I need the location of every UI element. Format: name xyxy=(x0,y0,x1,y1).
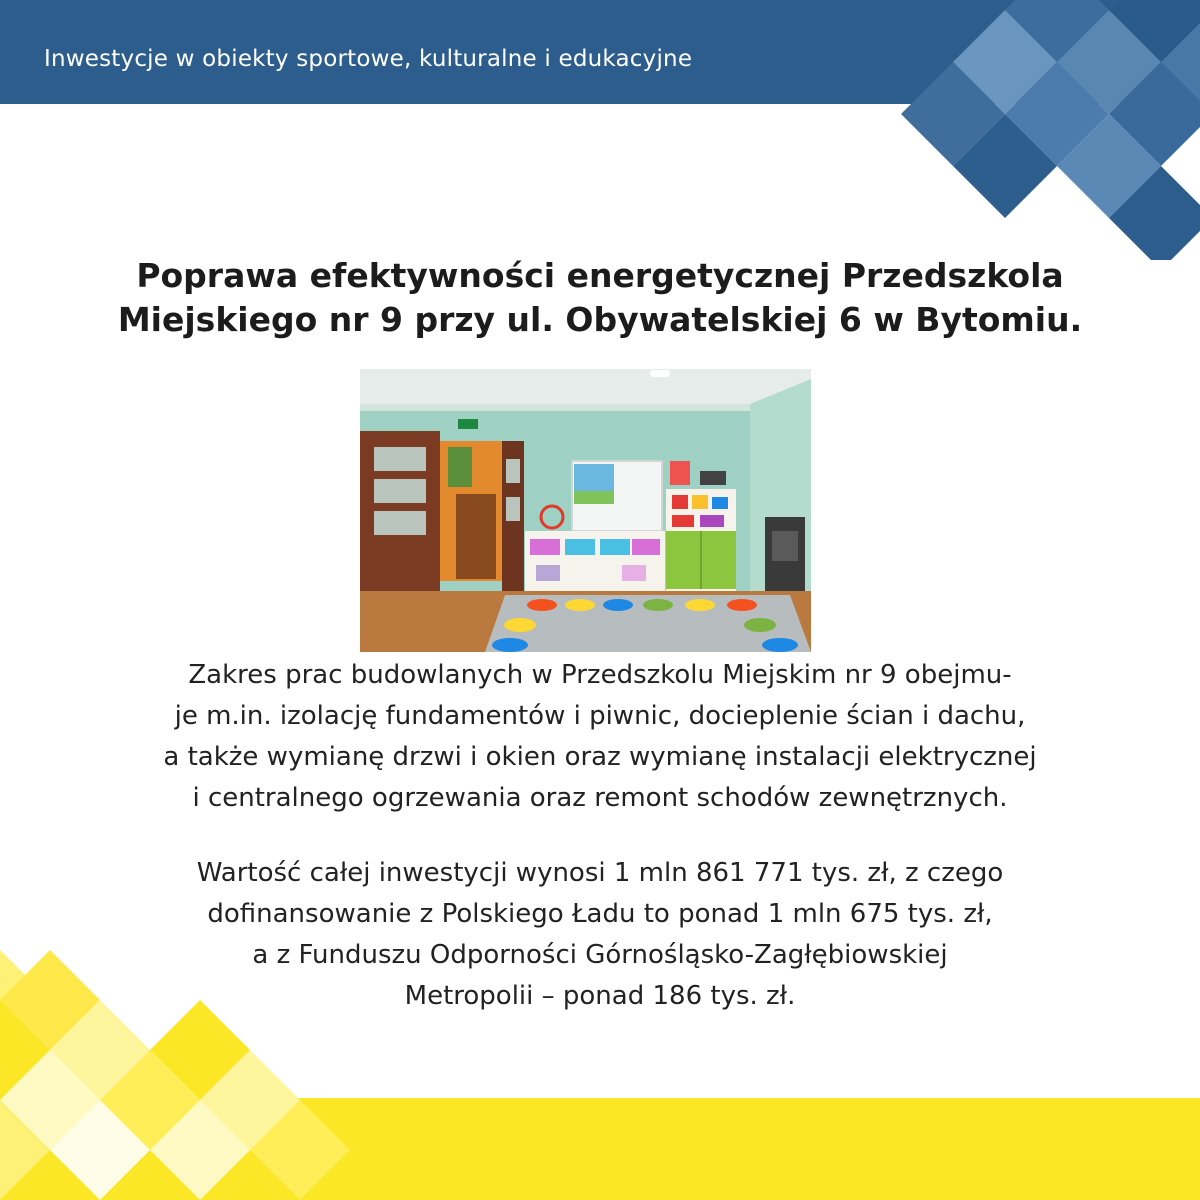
paragraph-line: a z Funduszu Odporności Górnośląsko-Zagłębiowskiej xyxy=(252,940,948,970)
title-line: Poprawa efektywności energetycznej Przedszkola xyxy=(136,256,1064,295)
paragraph-line: je m.in. izolację fundamentów i piwnic, docieplenie ścian i dachu, xyxy=(174,701,1026,731)
paragraph-line: a także wymianę drzwi i okien oraz wymianę instalacji elektrycznej xyxy=(163,742,1037,772)
paragraph-line: Wartość całej inwestycji wynosi 1 mln 861 771 tys. zł, z czego xyxy=(196,858,1004,888)
paragraph-line: Metropolii – ponad 186 tys. zł. xyxy=(404,981,796,1011)
paragraph-line: dofinansowanie z Polskiego Ładu to ponad 1 mln 675 tys. zł, xyxy=(207,899,993,929)
paragraph-line: Zakres prac budowlanych w Przedszkolu Miejskim nr 9 obejmu- xyxy=(188,660,1012,690)
category-header: Inwestycje w obiekty sportowe, kulturalne i edukacyjne xyxy=(44,46,693,72)
paragraph-line: i centralnego ogrzewania oraz remont schodów zewnętrznych. xyxy=(192,783,1008,813)
title-line: Miejskiego nr 9 przy ul. Obywatelskiej 6 w Bytomiu. xyxy=(117,300,1083,339)
